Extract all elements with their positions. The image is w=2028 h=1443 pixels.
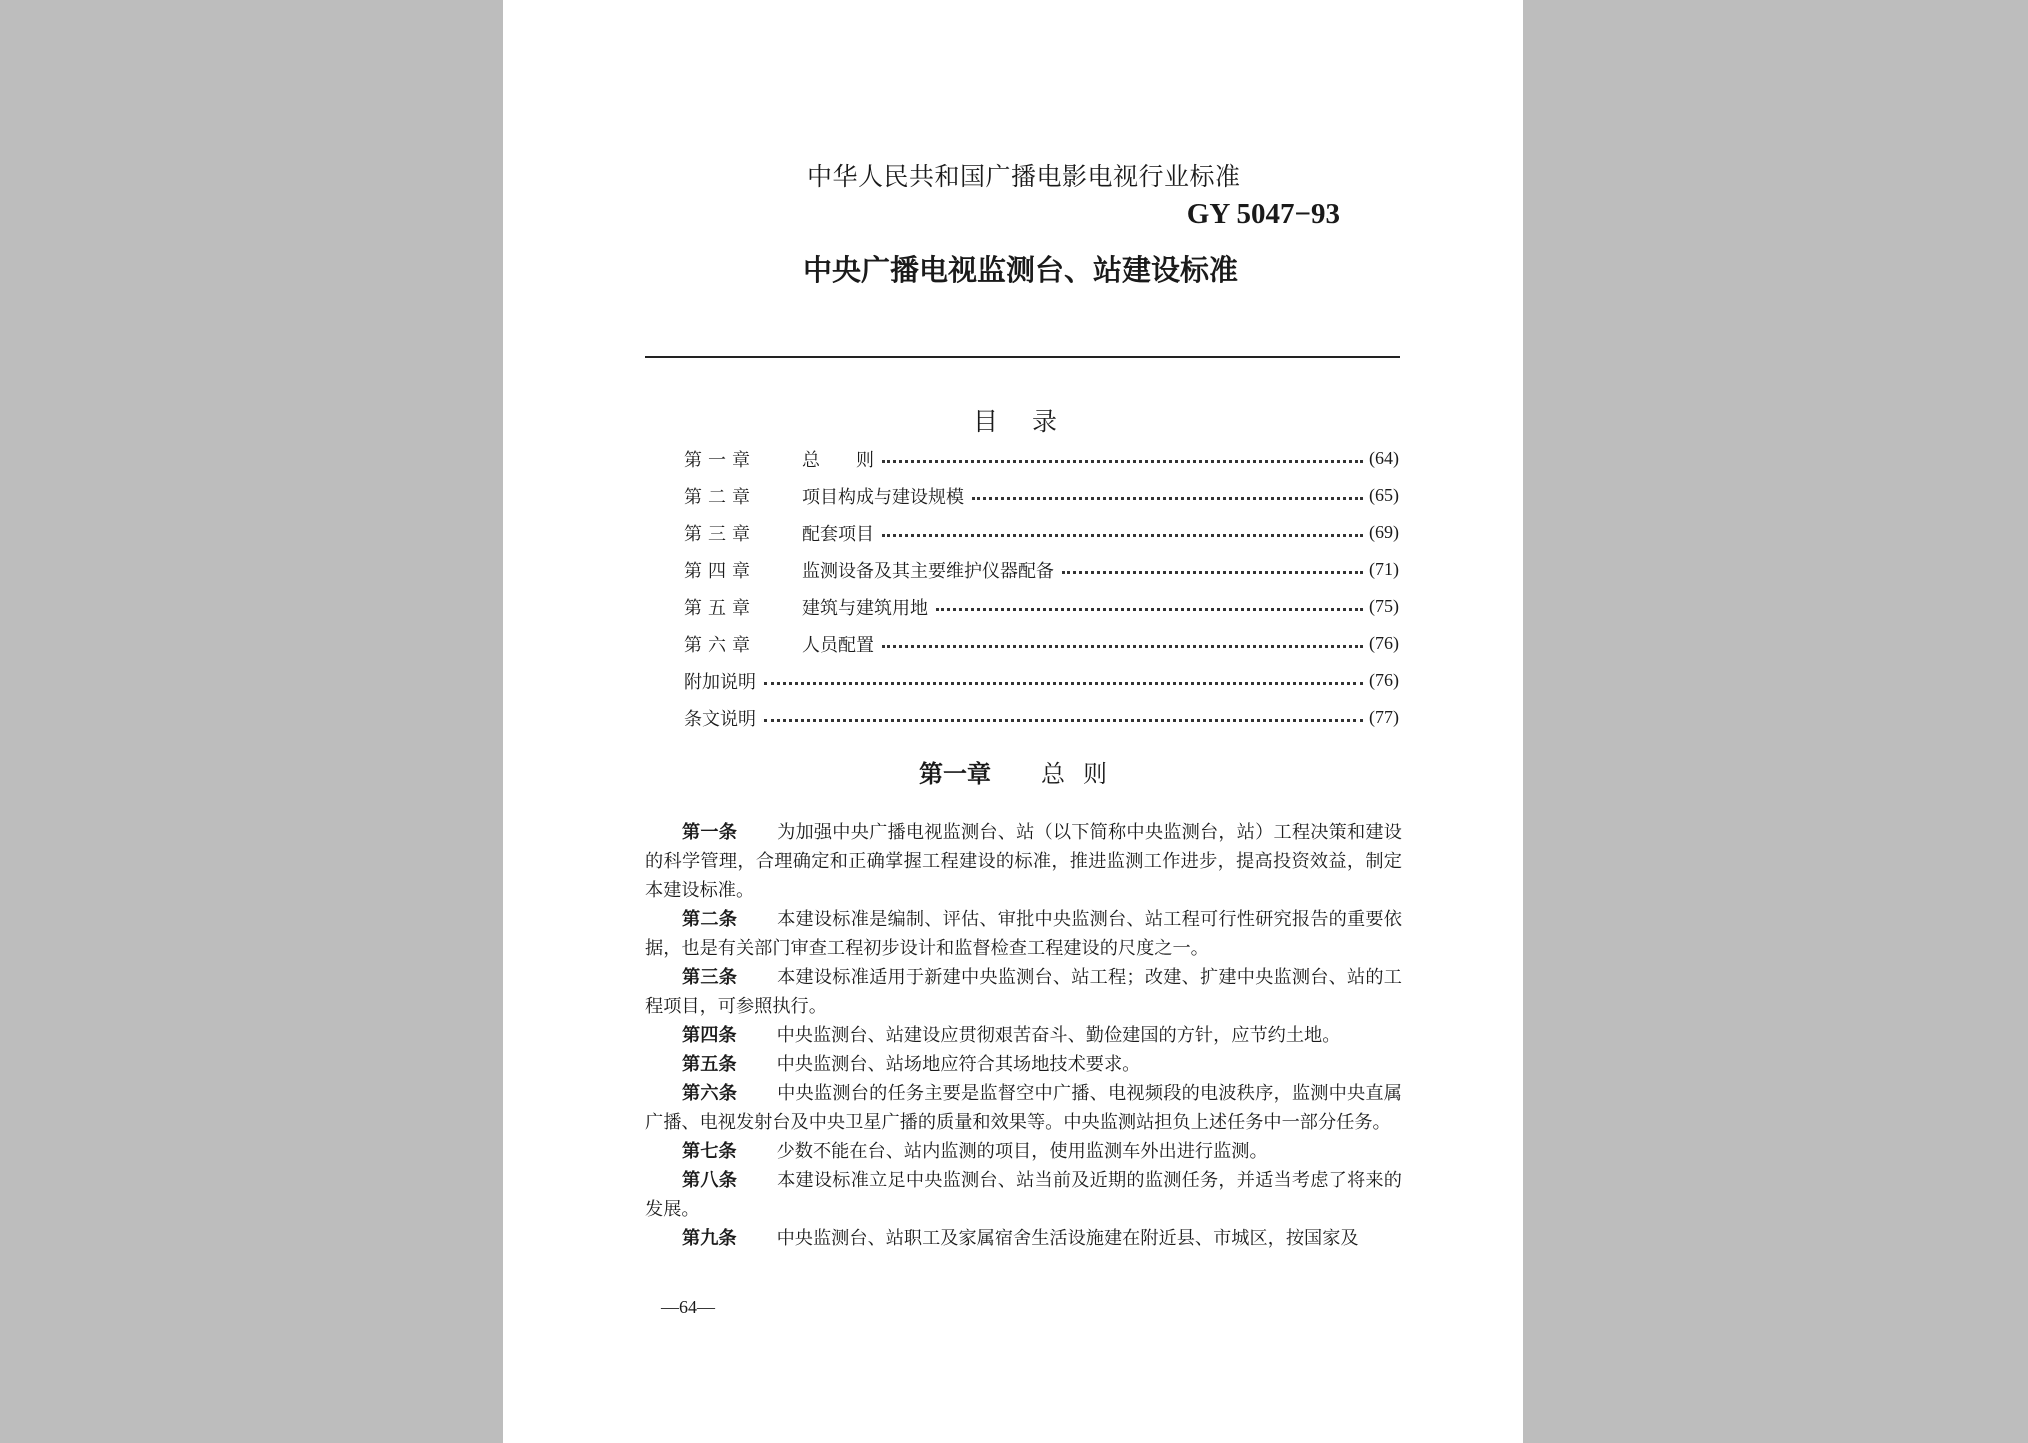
standard-code: GY 5047−93 <box>1186 198 1340 230</box>
article <box>645 1137 1402 1166</box>
toc-chapter: 第三章 <box>684 523 756 545</box>
document-page <box>503 0 1523 1443</box>
toc-leader-dots <box>882 645 1363 648</box>
toc-title: 总 则 <box>802 449 874 471</box>
article <box>645 1079 1402 1137</box>
article-number: 第二条 <box>682 909 738 930</box>
toc-chapter: 第六章 <box>684 634 756 656</box>
toc-title: 建筑与建筑用地 <box>802 597 928 619</box>
toc-leader-dots <box>972 497 1363 500</box>
toc-chapter: 条文说明 <box>684 708 756 730</box>
toc-page: (75) <box>1369 596 1399 616</box>
article-text: 中央监测台、站职工及家属宿舍生活设施建在附近县、市城区，按国家及 <box>776 1228 1359 1249</box>
toc-item <box>684 514 1399 551</box>
page-number: —64— <box>661 1297 715 1317</box>
article <box>645 1224 1402 1253</box>
article-text: 中央监测台、站建设应贯彻艰苦奋斗、勤俭建国的方针，应节约土地。 <box>776 1025 1341 1046</box>
article <box>645 1021 1402 1050</box>
article-text: 中央监测台的任务主要是监督空中广播、电视频段的电波秩序，监测中央直属广播、电视发射台及中央卫星广播的质量和效果等。中央监测站担负上述任务中一部分任务。 <box>645 1083 1402 1133</box>
article-text: 本建设标准适用于新建中央监测台、站工程；改建、扩建中央监测台、站的工程项目，可参照执行。 <box>645 967 1402 1017</box>
article <box>645 963 1402 1021</box>
article-number: 第九条 <box>682 1228 737 1249</box>
toc-heading: 目录 <box>973 407 1092 436</box>
article <box>645 1166 1402 1224</box>
toc-item <box>684 477 1399 514</box>
article-number: 第五条 <box>682 1054 737 1075</box>
article-number: 第七条 <box>682 1141 737 1162</box>
toc-title: 人员配置 <box>802 634 874 656</box>
article <box>645 818 1402 905</box>
toc-item <box>684 699 1399 736</box>
article-number: 第四条 <box>682 1025 737 1046</box>
document-title: 中央广播电视监测台、站建设标准 <box>803 253 1239 287</box>
toc-item <box>684 440 1399 477</box>
toc-leader-dots <box>882 460 1363 463</box>
chapter-number: 第一章 <box>919 760 991 788</box>
article-text: 中央监测台、站场地应符合其场地技术要求。 <box>776 1054 1141 1075</box>
toc-title: 配套项目 <box>802 523 874 545</box>
toc-item <box>684 625 1399 662</box>
toc-page: (77) <box>1369 707 1399 727</box>
toc-leader-dots <box>764 682 1363 685</box>
toc-chapter: 第四章 <box>684 560 756 582</box>
article-text: 本建设标准是编制、评估、审批中央监测台、站工程可行性研究报告的重要依据，也是有关部门审查工程初步设计和监督检查工程建设的尺度之一。 <box>645 909 1402 959</box>
toc-leader-dots <box>1062 571 1363 574</box>
standard-issuer: 中华人民共和国广播电影电视行业标准 <box>807 162 1241 191</box>
toc-page: (76) <box>1369 633 1399 653</box>
toc-item <box>684 588 1399 625</box>
articles-body <box>645 818 1402 1253</box>
article <box>645 905 1402 963</box>
article-number: 第三条 <box>682 967 738 988</box>
chapter-name: 总则 <box>1041 760 1125 788</box>
toc-item <box>684 662 1399 699</box>
header-divider <box>645 356 1400 358</box>
toc-page: (76) <box>1369 670 1399 690</box>
article-text: 为加强中央广播电视监测台、站（以下简称中央监测台，站）工程决策和建设的科学管理，合理确定和正确掌握工程建设的标准，推进监测工作进步，提高投资效益，制定本建设标准。 <box>645 822 1402 901</box>
toc-page: (65) <box>1369 485 1399 505</box>
toc-item <box>684 551 1399 588</box>
article-text: 少数不能在台、站内监测的项目，使用监测车外出进行监测。 <box>776 1141 1268 1162</box>
article-text: 本建设标准立足中央监测台、站当前及近期的监测任务，并适当考虑了将来的发展。 <box>645 1170 1402 1220</box>
article <box>645 1050 1402 1079</box>
toc-title: 监测设备及其主要维护仪器配备 <box>802 560 1054 582</box>
toc-chapter: 第五章 <box>684 597 756 619</box>
table-of-contents <box>684 440 1399 736</box>
toc-chapter: 附加说明 <box>684 671 756 693</box>
toc-chapter: 第二章 <box>684 486 756 508</box>
toc-chapter: 第一章 <box>684 449 756 471</box>
toc-title: 项目构成与建设规模 <box>802 486 964 508</box>
article-number: 第一条 <box>682 822 738 843</box>
article-number: 第六条 <box>682 1083 738 1104</box>
chapter-heading <box>919 754 1125 789</box>
toc-leader-dots <box>936 608 1363 611</box>
article-number: 第八条 <box>682 1170 738 1191</box>
toc-page: (69) <box>1369 522 1399 542</box>
toc-page: (64) <box>1369 448 1399 468</box>
toc-leader-dots <box>764 719 1363 722</box>
toc-page: (71) <box>1369 559 1399 579</box>
toc-leader-dots <box>882 534 1363 537</box>
